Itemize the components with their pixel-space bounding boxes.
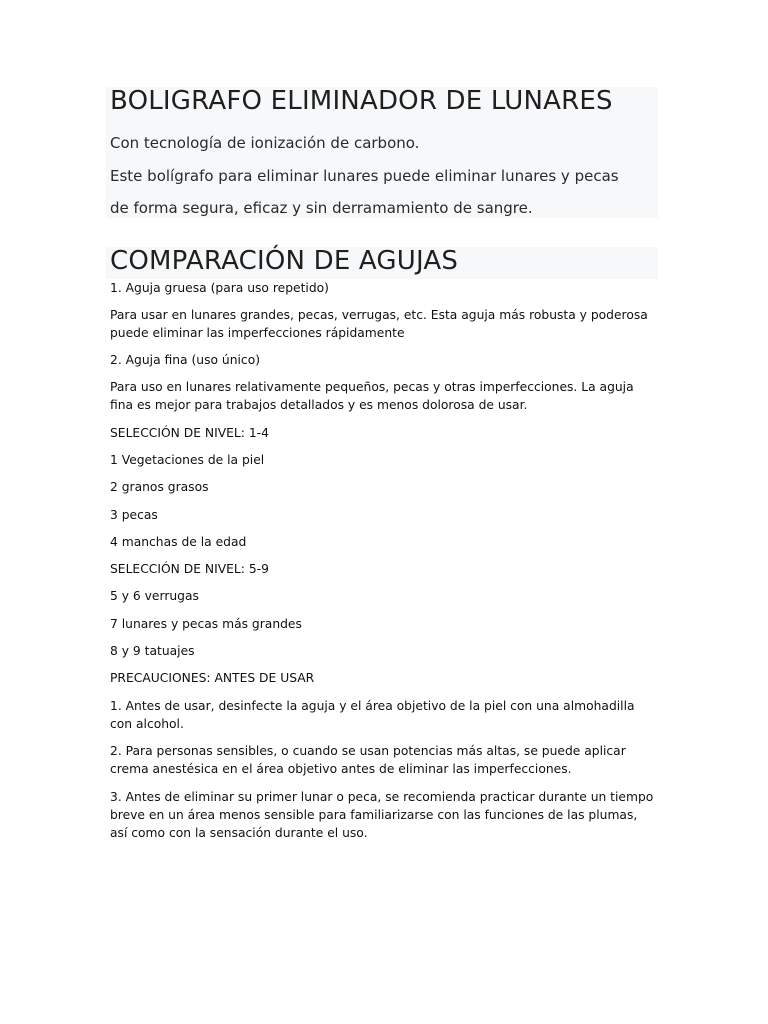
- intro-line-2: de forma segura, eficaz y sin derramamiento de sangre.: [110, 199, 533, 217]
- precautions-heading: PRECAUCIONES: ANTES DE USAR: [110, 671, 315, 685]
- level-item-2: 2 granos grasos: [110, 480, 209, 494]
- subtitle: Con tecnología de ionización de carbono.: [110, 134, 420, 152]
- intro-line-1: Este bolígrafo para eliminar lunares puede eliminar lunares y pecas: [110, 167, 619, 185]
- precaution-2: 2. Para personas sensibles, o cuando se usan potencias más altas, se puede aplicar crema anestésica en el área objetivo antes de eliminar las imperfecciones.: [110, 744, 626, 776]
- level-selection-1-4-heading: SELECCIÓN DE NIVEL: 1-4: [110, 426, 269, 440]
- page-title: BOLIGRAFO ELIMINADOR DE LUNARES: [110, 86, 613, 116]
- level-item-8-9: 8 y 9 tatuajes: [110, 644, 195, 658]
- level-item-1: 1 Vegetaciones de la piel: [110, 453, 265, 467]
- level-item-3: 3 pecas: [110, 508, 158, 522]
- precaution-3: 3. Antes de eliminar su primer lunar o peca, se recomienda practicar durante un tiempo breve en un área menos sensible para familiarizarse con las funciones de las plumas, así como con la sensación durante el uso.: [110, 790, 654, 840]
- fine-needle-heading: 2. Aguja fina (uso único): [110, 353, 261, 367]
- comparison-heading: COMPARACIÓN DE AGUJAS: [110, 246, 459, 276]
- thick-needle-heading: 1. Aguja gruesa (para uso repetido): [110, 281, 329, 295]
- level-selection-5-9-heading: SELECCIÓN DE NIVEL: 5-9: [110, 562, 269, 576]
- level-item-4: 4 manchas de la edad: [110, 535, 247, 549]
- level-item-7: 7 lunares y pecas más grandes: [110, 617, 302, 631]
- level-item-5-6: 5 y 6 verrugas: [110, 589, 199, 603]
- fine-needle-description: Para uso en lunares relativamente pequeños, pecas y otras imperfecciones. La aguja fina es mejor para trabajos detallados y es menos dolorosa de usar.: [110, 380, 634, 412]
- thick-needle-description: Para usar en lunares grandes, pecas, verrugas, etc. Esta aguja más robusta y poderosa puede eliminar las imperfecciones rápidamente: [110, 308, 648, 340]
- precaution-1: 1. Antes de usar, desinfecte la aguja y el área objetivo de la piel con una almohadilla con alcohol.: [110, 699, 635, 731]
